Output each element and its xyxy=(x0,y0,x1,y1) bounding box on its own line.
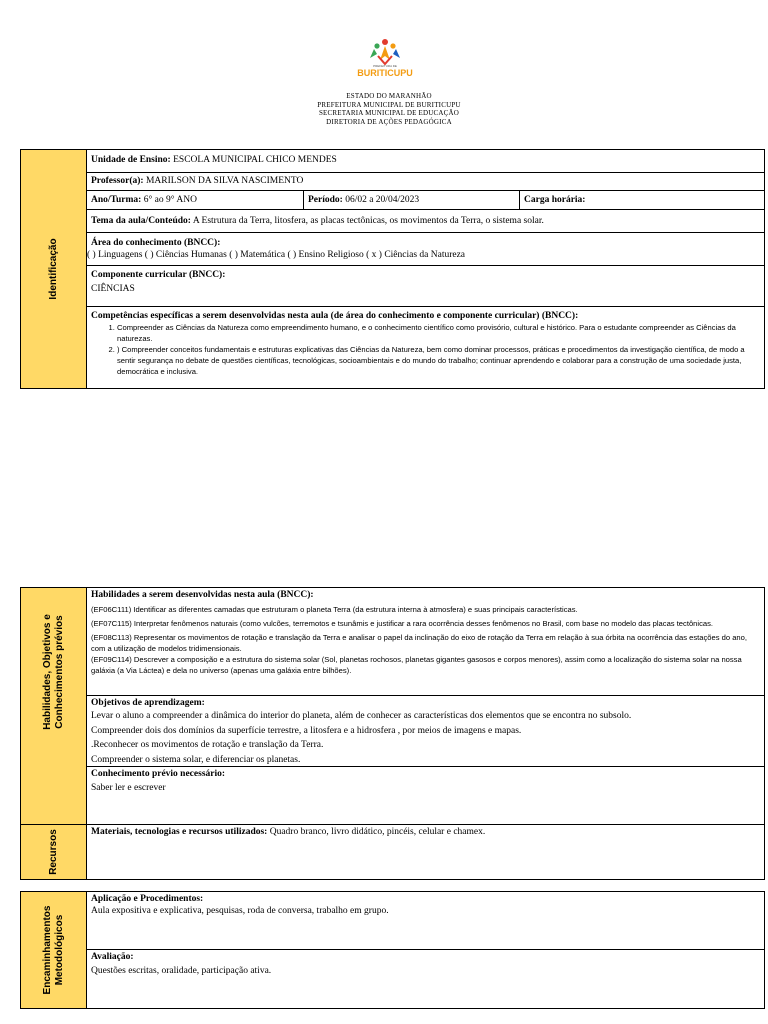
aval-row xyxy=(87,950,764,1008)
carga-label: Carga horária: xyxy=(524,195,586,205)
carga-cell xyxy=(519,191,764,209)
identificacao-side-label: Identificação xyxy=(47,238,59,300)
componente-row xyxy=(87,266,764,307)
periodo-value: 06/02 a 20/04/2023 xyxy=(345,195,420,205)
habilidades-side-label-1: Habilidades, Objetivos e xyxy=(41,614,53,730)
encaminhamentos-side-label-2: Metodológicos xyxy=(53,914,65,986)
logo-text-top: PREFEITURA DE xyxy=(373,64,397,68)
recursos-content xyxy=(87,825,764,879)
identificacao-side xyxy=(21,150,87,388)
hab-item: (EF07C115) Interpretar fenômenos naturais (como vulcões, terremotos e tsunâmis e justificar a rara ocorrência desses fenômenos no Brasil, com base no modelo das placas tectônicas. xyxy=(91,619,714,628)
encaminhamentos-side-label xyxy=(42,906,66,995)
competencias-row xyxy=(87,307,764,388)
recursos-label-main: Materiais, tecnologias e recursos utilizados: xyxy=(91,827,268,837)
componente-value: CIÊNCIAS xyxy=(91,284,135,294)
ano-value: 6° ao 9° ANO xyxy=(143,195,197,205)
identificacao-content xyxy=(87,150,764,388)
ano-label: Ano/Turma: xyxy=(91,195,142,205)
tema-row xyxy=(87,210,764,233)
obj-item: Compreender o sistema solar, e diferenciar os planetas. xyxy=(91,754,301,765)
habilidades-block xyxy=(20,587,765,848)
obj-item: Levar o aluno a compreender a dinâmica do interior do planeta, além de conhecer as características dos elementos que se encontra no subsolo. xyxy=(91,711,632,721)
obj-item: Compreender dois dos domínios da superfície terrestre, a litosfera e a hidrosfera , por meios de imagens e mapas. xyxy=(91,725,522,736)
competencias-label: Competências específicas a serem desenvolvidas nesta aula (de área do conhecimento e componente curricular) (BNCC): xyxy=(91,311,579,321)
logo-text: BURITICUPU xyxy=(357,68,413,78)
professor-value: MARILSON DA SILVA NASCIMENTO xyxy=(145,176,304,186)
aplic-label: Aplicação e Procedimentos: xyxy=(91,894,204,904)
habilidades-side xyxy=(21,588,87,847)
unidade-row xyxy=(87,150,764,173)
obj-item: .Reconhecer os movimentos de rotação e translação da Terra. xyxy=(91,740,324,750)
unidade-value: ESCOLA MUNICIPAL CHICO MENDES xyxy=(173,155,337,165)
aval-label: Avaliação: xyxy=(91,952,134,962)
aplic-value: Aula expositiva e explicativa, pesquisas, roda de conversa, trabalho em grupo. xyxy=(91,906,389,916)
hab-label: Habilidades a serem desenvolvidas nesta aula (BNCC): xyxy=(91,590,314,600)
periodo-cell xyxy=(303,191,519,209)
habilidades-side-label xyxy=(42,614,66,730)
habilidades-side-label-2: Conhecimentos prévios xyxy=(53,615,65,729)
hab-item: (EF09C114) Descrever a composição e a estrutura do sistema solar (Sol, planetas rochosos, planetas gigantes gasosos e corpos menores), assim como a localização do sistema solar na nossa galáxia (a Via Láctea) e dela no universo (apenas uma galáxia entre bilhões). xyxy=(91,655,742,675)
header-line-secretaria: SECRETARIA MUNICIPAL DE EDUCAÇÃO xyxy=(318,109,460,117)
buriticupu-logo xyxy=(352,36,418,84)
header-lines xyxy=(0,92,768,126)
area-label: Área do conhecimento (BNCC): xyxy=(91,238,221,248)
header-line-prefeitura: PREFEITURA MUNICIPAL DE BURITICUPU xyxy=(317,100,461,109)
encaminhamentos-content xyxy=(87,892,764,1008)
ano-cell xyxy=(87,191,303,209)
prev-row xyxy=(87,767,764,825)
recursos-row-main xyxy=(87,825,764,881)
hab-row xyxy=(87,588,764,696)
area-row xyxy=(87,233,764,266)
prev-value: Saber ler e escrever xyxy=(91,783,166,793)
identificacao-block xyxy=(20,149,765,389)
header-line-state: ESTADO DO MARANHÃO xyxy=(346,92,432,100)
professor-label: Professor(a): xyxy=(91,176,144,186)
recursos-block xyxy=(20,824,765,880)
area-value: ( ) Linguagens ( ) Ciências Humanas ( ) Matemática ( ) Ensino Religioso ( x ) Ciências da Natureza xyxy=(87,250,466,260)
recursos-side xyxy=(21,825,87,879)
recursos-value-main: Quadro branco, livro didático, pincéis, celular e chamex. xyxy=(269,827,486,837)
obj-label: Objetivos de aprendizagem: xyxy=(91,698,205,708)
tema-label: Tema da aula/Conteúdo: xyxy=(91,216,191,226)
prev-label: Conhecimento prévio necessário: xyxy=(91,769,226,779)
ano-periodo-row xyxy=(87,191,764,210)
encaminhamentos-block xyxy=(20,891,765,1009)
professor-row xyxy=(87,173,764,191)
competencia-item: 1. Compreender as Ciências da Natureza como empreendimento humano, e o conhecimento científico como provisório, cultural e histórico. Para o estudante compreender as Ciências da naturezas. xyxy=(117,322,760,344)
tema-value: A Estrutura da Terra, litosfera, as placas tectônicas, os movimentos da Terra, o sistema solar. xyxy=(192,216,544,226)
aplic-row xyxy=(87,892,764,950)
unidade-label: Unidade de Ensino: xyxy=(91,155,171,165)
aval-value: Questões escritas, oralidade, participação ativa. xyxy=(91,966,272,976)
habilidades-content xyxy=(87,588,764,847)
obj-row xyxy=(87,696,764,767)
hab-item: (EF06C111) Identificar as diferentes camadas que estruturam o planeta Terra (da estrutura interna à atmosfera) e suas principais características. xyxy=(91,605,578,614)
competencia-item: 2. ) Compreender conceitos fundamentais e estruturas explicativas das Ciências da Natureza, bem como dominar processos, práticas e procedimentos da investigação científica, de modo a sentir segurança no debate de questões científicas, tecnológicas, socioambientais e do mundo do trabalho; continuar aprendendo e colaborar para a construção de uma sociedade justa, democrática e inclusiva. xyxy=(117,344,760,377)
periodo-label: Período: xyxy=(308,195,343,205)
componente-label: Componente curricular (BNCC): xyxy=(91,270,226,280)
encaminhamentos-side xyxy=(21,892,87,1008)
hab-item: (EF08C113) Representar os movimentos de rotação e translação da Terra e analisar o papel da inclinação do eixo de rotação da Terra em relação à sua órbita na ocorrência das estações do ano, com a utilização de modelos tridimensionais. xyxy=(91,633,747,653)
encaminhamentos-side-label-1: Encaminhamentos xyxy=(41,905,53,995)
competencias-list xyxy=(91,322,760,377)
recursos-side-label: Recursos xyxy=(47,829,59,875)
header-line-diretoria: DIRETORIA DE AÇÕES PEDAGÓGICA xyxy=(326,117,452,126)
